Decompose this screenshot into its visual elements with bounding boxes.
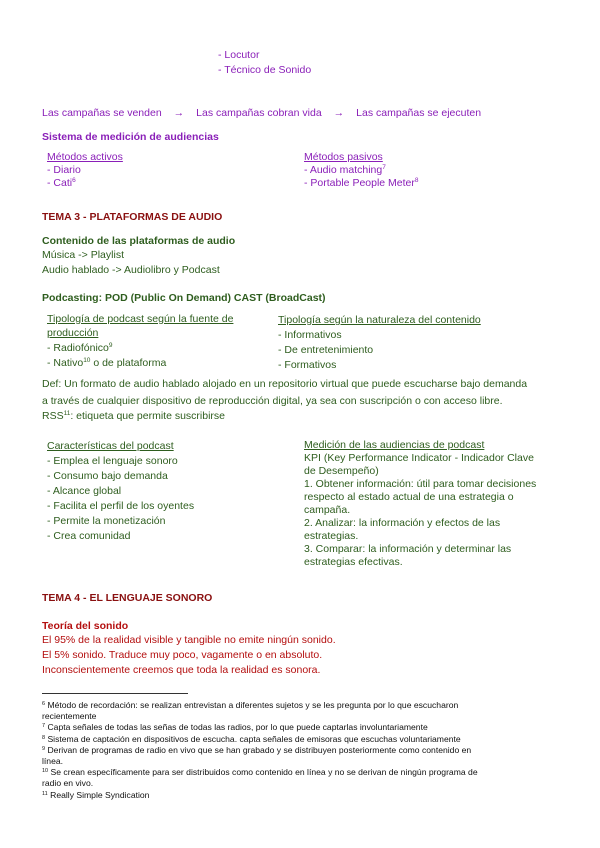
flow-step-2: Las campañas cobran vida <box>196 107 322 119</box>
measurement-line: de Desempeño) <box>304 465 379 477</box>
theory-line: Inconscientemente creemos que toda la realidad es sonora. <box>42 664 321 676</box>
list-item: - Facilita el perfil de los oyentes <box>47 500 195 512</box>
measurement-line: KPI (Key Performance Indicator - Indicador Clave <box>304 452 534 464</box>
arrow-right-icon: → <box>173 107 185 119</box>
roles-list <box>218 48 311 78</box>
list-item: - Informativos <box>278 329 342 341</box>
measurement-line: estrategias. <box>304 530 359 542</box>
theory-heading: Teoría del sonido <box>42 620 129 632</box>
list-item: - Alcance global <box>47 485 122 497</box>
footnote-ref[interactable]: 10 <box>83 357 91 364</box>
passive-methods-title: Métodos pasivos <box>304 151 383 163</box>
passive-methods <box>304 151 419 190</box>
nature-typology-title: Tipología según la naturaleza del contenido <box>278 314 481 326</box>
list-item: - Radiofónico$^9$ <box>47 342 113 354</box>
nature-typology <box>278 313 481 373</box>
role-item: - Locutor <box>218 49 260 61</box>
definition-line: a través de cualquier dispositivo de reproducción digital, ya sea con suscripción o con acceso libre. <box>42 395 503 407</box>
list-item: - Permite la monetización <box>47 515 166 527</box>
footnote-item-continuation: radio en vivo. <box>42 778 94 789</box>
footnote-item: $^8$ Sistema de captación en dispositivos de escucha. capta señales de emisoras que escuchas voluntariamente <box>42 733 461 744</box>
list-item: - Audio matching$^7$ <box>304 164 386 176</box>
source-typology-title: Tipología de podcast según la fuente de <box>47 313 234 325</box>
list-item: - Portable People Meter$^8$ <box>304 177 419 189</box>
definition-line: Def: Un formato de audio hablado alojado en un repositorio virtual que puede escucharse bajo demanda <box>42 378 528 390</box>
definition <box>42 377 527 424</box>
flow-step-1: Las campañas se venden <box>42 107 162 119</box>
list-item: - Diario <box>47 164 81 176</box>
list-item: - Formativos <box>278 359 337 371</box>
measurement-line: campaña. <box>304 504 351 516</box>
audience-system-heading: Sistema de medición de audiencias <box>42 131 219 143</box>
tema3-heading: TEMA 3 - PLATAFORMAS DE AUDIO <box>42 211 223 223</box>
rss-line: RSS$^{11}$: etiqueta que permite suscribirse <box>42 410 226 422</box>
footnote-ref[interactable]: 9 <box>108 342 113 349</box>
footnote-ref[interactable]: 7 <box>382 164 386 171</box>
content-line: Música -> Playlist <box>42 249 124 261</box>
footnote-item: $^9$ Derivan de programas de radio en vivo que se han grabado y se distribuyen posteriormente como contenido en <box>42 744 472 755</box>
list-item: - De entretenimiento <box>278 344 374 356</box>
active-methods <box>47 151 123 190</box>
content-line: Audio hablado -> Audiolibro y Podcast <box>42 264 220 276</box>
measurement-line: 1. Obtener información: útil para tomar decisiones <box>304 478 537 490</box>
list-item: - Cati$^6$ <box>47 177 76 189</box>
measurement-line: estrategias efectivas. <box>304 556 403 568</box>
measurement-line: respecto al estado actual de una estrategia o <box>304 491 514 503</box>
role-item: - Técnico de Sonido <box>218 64 312 76</box>
footnote-item: $^{10}$ Se crean específicamente para ser distribuidos como contenido en línea y no se derivan de ningún programa de <box>42 767 478 778</box>
content-heading: Contenido de las plataformas de audio <box>42 235 236 247</box>
theory-line: El 95% de la realidad visible y tangible no emite ningún sonido. <box>42 634 336 646</box>
footnote-item: $^7$ Capta señales de todas las señas de todas las radios, por lo que puede captarlas involuntariamente <box>42 722 428 733</box>
characteristics-title: Características del podcast <box>47 440 174 452</box>
list-item: - Consumo bajo demanda <box>47 470 168 482</box>
footnote-item: $^{11}$ Really Simple Syndication <box>42 789 150 800</box>
footnote-ref[interactable]: 11 <box>63 410 71 417</box>
source-typology <box>47 313 233 371</box>
list-item: - Crea comunidad <box>47 530 131 542</box>
footnote-item: $^6$ Método de recordación: se realizan entrevistan a diferentes sujetos y se les pregunta por lo que escucharon <box>42 700 459 710</box>
source-typology-title: producción <box>47 327 99 339</box>
theory-line: El 5% sonido. Traduce muy poco, vagamente o en absoluto. <box>42 649 323 661</box>
active-methods-title: Métodos activos <box>47 151 123 163</box>
measurement-title: Medición de las audiencias de podcast <box>304 439 485 451</box>
tema4-heading: TEMA 4 - EL LENGUAJE SONORO <box>42 592 213 604</box>
arrow-right-icon: → <box>333 107 345 119</box>
measurement <box>304 439 536 569</box>
measurement-line: 3. Comparar: la información y determinar las <box>304 543 512 555</box>
content-lines <box>42 248 220 278</box>
footnotes <box>42 700 478 801</box>
theory-lines <box>42 633 336 678</box>
list-item: - Nativo$^{10}$ o de plataforma <box>47 357 167 369</box>
measurement-line: 2. Analizar: la información y efectos de las <box>304 517 501 529</box>
podcasting-heading: Podcasting: POD (Public On Demand) CAST (BroadCast) <box>42 292 326 304</box>
campaign-flow <box>42 107 481 119</box>
characteristics <box>47 439 194 544</box>
footnote-ref[interactable]: 6 <box>72 177 76 184</box>
footnote-item-continuation: línea. <box>42 756 64 767</box>
footnote-separator <box>42 693 188 694</box>
footnote-item-continuation: recientemente <box>42 711 97 722</box>
flow-step-3: Las campañas se ejecuten <box>356 107 482 119</box>
list-item: - Emplea el lenguaje sonoro <box>47 455 178 467</box>
footnote-ref[interactable]: 8 <box>414 177 419 184</box>
